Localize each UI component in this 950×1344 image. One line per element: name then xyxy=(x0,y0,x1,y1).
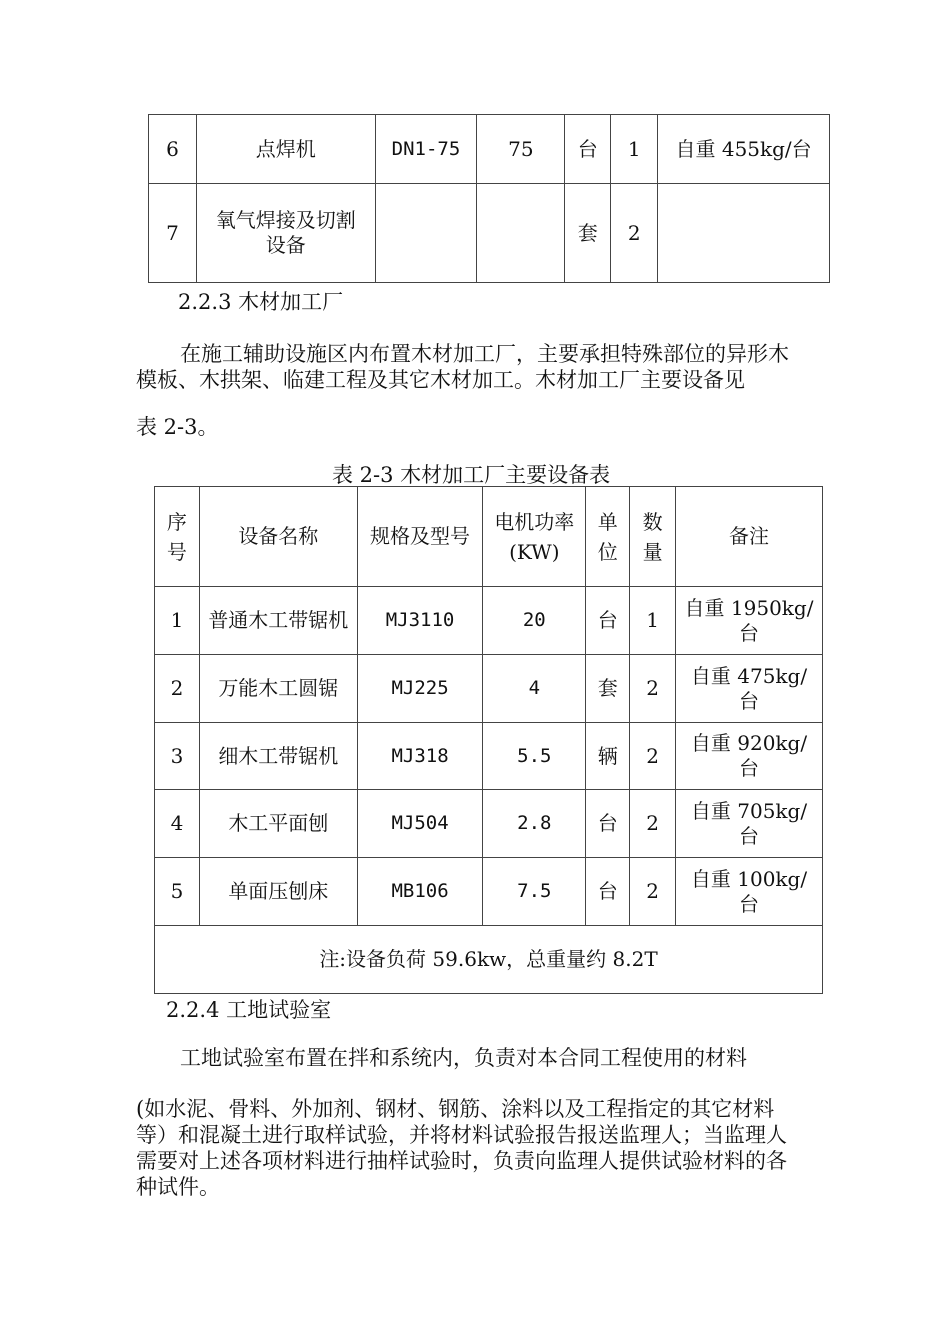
table-caption: 表 2-3 木材加工厂主要设备表 xyxy=(332,463,611,487)
equipment-table-continued xyxy=(148,114,830,283)
header-unit: 单位 xyxy=(586,487,630,587)
cell-model xyxy=(375,184,477,283)
cell-unit: 套 xyxy=(565,184,611,283)
header-power: 电机功率(KW) xyxy=(483,487,586,587)
cell-model: MJ318 xyxy=(357,723,483,790)
paragraph-line: 工地试验室布置在拌和系统内，负责对本合同工程使用的材料 xyxy=(180,1046,747,1070)
section-heading: 2.2.3 木材加工厂 xyxy=(178,290,344,314)
table-row xyxy=(149,184,830,283)
cell-unit: 台 xyxy=(586,858,630,926)
cell-note: 自重 920kg/台 xyxy=(676,723,823,790)
header-qty: 数量 xyxy=(630,487,676,587)
cell-qty: 2 xyxy=(611,184,658,283)
cell-note: 自重 100kg/台 xyxy=(676,858,823,926)
cell-power: 5.5 xyxy=(483,723,586,790)
cell-power: 4 xyxy=(483,655,586,723)
footnote-row xyxy=(155,926,823,994)
paragraph-line: 模板、木拱架、临建工程及其它木材加工。木材加工厂主要设备见 xyxy=(136,368,745,392)
cell-unit: 套 xyxy=(586,655,630,723)
cell-power: 7.5 xyxy=(483,858,586,926)
cell-qty: 2 xyxy=(630,790,676,858)
paragraph-line: 表 2-3。 xyxy=(136,415,219,439)
table-row xyxy=(155,858,823,926)
cell-name: 万能木工圆锯 xyxy=(199,655,357,723)
cell-note: 自重 1950kg/台 xyxy=(676,587,823,655)
paragraph-line: 需要对上述各项材料进行抽样试验时，负责向监理人提供试验材料的各 xyxy=(136,1149,787,1173)
cell-note: 自重 475kg/台 xyxy=(676,655,823,723)
cell-qty: 2 xyxy=(630,655,676,723)
header-row xyxy=(155,487,823,587)
header-note: 备注 xyxy=(676,487,823,587)
header-name: 设备名称 xyxy=(199,487,357,587)
paragraph-line: 种试件。 xyxy=(136,1175,220,1199)
wood-factory-equipment-table xyxy=(154,486,823,994)
table-row xyxy=(155,723,823,790)
cell-power: 75 xyxy=(477,115,565,184)
cell-qty: 1 xyxy=(611,115,658,184)
cell-unit: 台 xyxy=(586,587,630,655)
cell-no: 4 xyxy=(155,790,200,858)
cell-name: 点焊机 xyxy=(196,115,375,184)
header-no: 序号 xyxy=(155,487,200,587)
cell-model: MB106 xyxy=(357,858,483,926)
table-row xyxy=(155,790,823,858)
cell-no: 5 xyxy=(155,858,200,926)
table-row xyxy=(149,115,830,184)
paragraph-line: 等）和混凝土进行取样试验，并将材料试验报告报送监理人；当监理人 xyxy=(136,1123,787,1147)
cell-note: 自重 705kg/台 xyxy=(676,790,823,858)
section-heading: 2.2.4 工地试验室 xyxy=(166,998,332,1022)
cell-name: 细木工带锯机 xyxy=(199,723,357,790)
paragraph-line: 在施工辅助设施区内布置木材加工厂，主要承担特殊部位的异形木 xyxy=(180,342,789,366)
header-model: 规格及型号 xyxy=(357,487,483,587)
cell-qty: 2 xyxy=(630,723,676,790)
cell-name: 单面压刨床 xyxy=(199,858,357,926)
cell-model: MJ504 xyxy=(357,790,483,858)
cell-qty: 2 xyxy=(630,858,676,926)
cell-no: 6 xyxy=(149,115,197,184)
cell-unit: 辆 xyxy=(586,723,630,790)
cell-power: 2.8 xyxy=(483,790,586,858)
cell-name: 木工平面刨 xyxy=(199,790,357,858)
cell-power xyxy=(477,184,565,283)
paragraph-line: (如水泥、骨料、外加剂、钢材、钢筋、涂料以及工程指定的其它材料 xyxy=(136,1097,775,1121)
cell-no: 7 xyxy=(149,184,197,283)
cell-unit: 台 xyxy=(586,790,630,858)
cell-model: MJ3110 xyxy=(357,587,483,655)
cell-note xyxy=(658,184,830,283)
cell-model: DN1-75 xyxy=(375,115,477,184)
cell-no: 2 xyxy=(155,655,200,723)
table-row xyxy=(155,655,823,723)
cell-name: 氧气焊接及切割设备 xyxy=(196,184,375,283)
cell-qty: 1 xyxy=(630,587,676,655)
table-row xyxy=(155,587,823,655)
cell-name: 普通木工带锯机 xyxy=(199,587,357,655)
cell-note: 自重 455kg/台 xyxy=(658,115,830,184)
cell-unit: 台 xyxy=(565,115,611,184)
cell-model: MJ225 xyxy=(357,655,483,723)
cell-no: 3 xyxy=(155,723,200,790)
cell-no: 1 xyxy=(155,587,200,655)
cell-power: 20 xyxy=(483,587,586,655)
table-footnote: 注:设备负荷 59.6kw，总重量约 8.2T xyxy=(155,926,823,994)
